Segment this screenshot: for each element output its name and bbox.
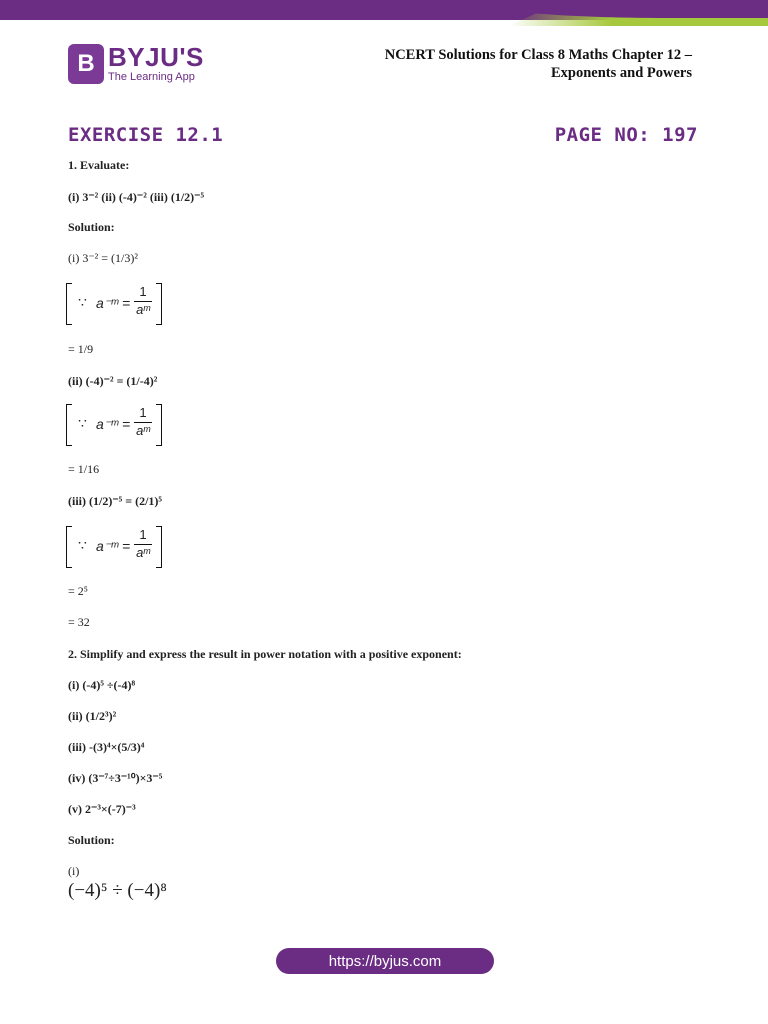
byjus-logo-icon [68,44,104,84]
q1-i-line: (i) 3⁻² = (1/3)² [68,251,138,265]
formula-numerator: 1 [139,284,147,299]
logo-letter: B [77,50,95,77]
formula-denominator: aᵐ [136,302,150,317]
formula-fraction [134,405,152,438]
logo-tagline: The Learning App [108,71,195,83]
page-number: PAGE NO: 197 [554,124,698,146]
formula-numerator: 1 [139,405,147,420]
document-title-line1: NCERT Solutions for Class 8 Maths Chapter 12 – [384,47,692,63]
q2-sol-i-expression: (−4)⁵ ÷ (−4)⁸ [68,880,167,901]
document-title-line2: Exponents and Powers [551,65,692,81]
because-symbol: ∵ [78,417,87,432]
formula-denominator: aᵐ [136,423,150,438]
q1-iii-result1: = 2⁵ [68,584,88,598]
right-bracket [156,283,162,325]
logo-name: BYJU'S [108,42,204,72]
q2-sol-i-label: (i) [68,864,80,878]
left-bracket [66,404,72,446]
exercise-heading: EXERCISE 12.1 [68,124,224,146]
q2-item: (iv) (3⁻⁷÷3⁻¹⁰)×3⁻⁵ [68,771,163,785]
right-bracket [156,404,162,446]
footer-url-link[interactable]: https://byjus.com [276,948,494,974]
because-symbol: ∵ [78,539,87,554]
q2-heading: 2. Simplify and express the result in power notation with a positive exponent: [68,647,462,661]
left-bracket [66,526,72,568]
q2-item: (i) (-4)⁵ ÷(-4)⁸ [68,678,136,692]
q1-i-result: = 1/9 [68,342,94,356]
q1-solution-label: Solution: [68,220,115,234]
formula-denominator: aᵐ [136,545,150,560]
formula-fraction [134,284,152,317]
q2-solution-label: Solution: [68,833,115,847]
negative-exponent-formula [66,283,162,323]
negative-exponent-formula [66,404,162,444]
q1-ii-line: (ii) (-4)⁻² = (1/-4)² [68,374,158,388]
formula-lhs: a⁻ᵐ = [96,538,131,554]
because-symbol: ∵ [78,296,87,311]
q1-iii-line: (iii) (1/2)⁻⁵ = (2/1)⁵ [68,494,163,508]
q1-ii-result: = 1/16 [68,462,100,476]
q1-heading: 1. Evaluate: [68,158,130,172]
q2-item: (iii) -(3)⁴×(5/3)⁴ [68,740,145,754]
negative-exponent-formula [66,526,162,566]
q2-item: (v) 2⁻³×(-7)⁻³ [68,802,136,816]
q2-item: (ii) (1/2³)² [68,709,117,723]
formula-lhs: a⁻ᵐ = [96,416,131,432]
document-title [385,46,692,82]
formula-lhs: a⁻ᵐ = [96,295,131,311]
q1-iii-result2: = 32 [68,615,90,629]
formula-numerator: 1 [139,527,147,542]
formula-fraction [134,527,152,560]
q1-parts: (i) 3⁻² (ii) (-4)⁻² (iii) (1/2)⁻⁵ [68,190,205,204]
left-bracket [66,283,72,325]
right-bracket [156,526,162,568]
